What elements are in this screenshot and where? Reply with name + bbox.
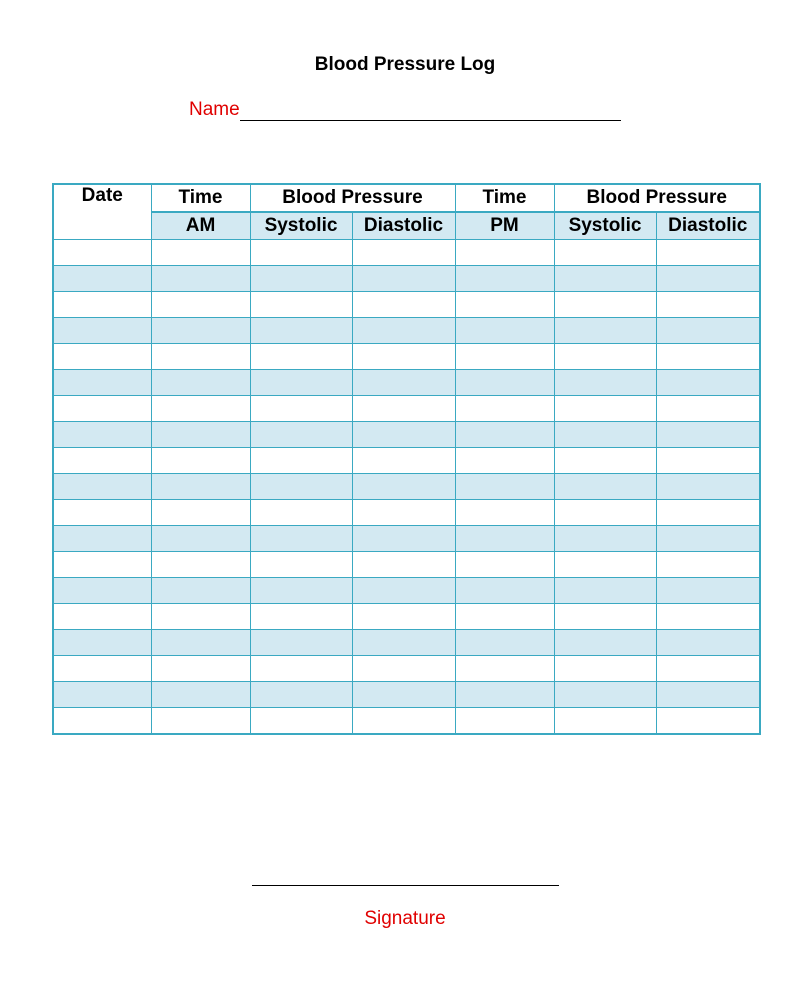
- cell-time-am[interactable]: [151, 240, 250, 266]
- cell-diastolic-am[interactable]: [352, 552, 455, 578]
- cell-systolic-am[interactable]: [250, 370, 352, 396]
- cell-systolic-pm[interactable]: [554, 240, 656, 266]
- table-row: [53, 708, 760, 735]
- cell-diastolic-am[interactable]: [352, 396, 455, 422]
- cell-systolic-am[interactable]: [250, 422, 352, 448]
- cell-diastolic-pm[interactable]: [656, 448, 760, 474]
- cell-date[interactable]: [53, 526, 151, 552]
- cell-diastolic-pm[interactable]: [656, 656, 760, 682]
- table-row: [53, 500, 760, 526]
- cell-diastolic-pm[interactable]: [656, 474, 760, 500]
- cell-diastolic-pm[interactable]: [656, 292, 760, 318]
- cell-time-pm[interactable]: [455, 552, 554, 578]
- cell-systolic-pm[interactable]: [554, 474, 656, 500]
- cell-time-pm[interactable]: [455, 422, 554, 448]
- cell-time-am[interactable]: [151, 552, 250, 578]
- cell-date[interactable]: [53, 396, 151, 422]
- cell-time-pm[interactable]: [455, 370, 554, 396]
- table-row: [53, 630, 760, 656]
- table-row: [53, 344, 760, 370]
- cell-systolic-pm[interactable]: [554, 708, 656, 735]
- cell-time-pm[interactable]: [455, 292, 554, 318]
- table-row: [53, 474, 760, 500]
- cell-time-am[interactable]: [151, 474, 250, 500]
- header-diastolic-pm: Diastolic: [656, 212, 760, 240]
- cell-systolic-pm[interactable]: [554, 344, 656, 370]
- table-row: [53, 266, 760, 292]
- cell-diastolic-am[interactable]: [352, 708, 455, 735]
- cell-diastolic-am[interactable]: [352, 422, 455, 448]
- cell-systolic-pm[interactable]: [554, 656, 656, 682]
- cell-time-am[interactable]: [151, 422, 250, 448]
- header-blood-pressure-am: Blood Pressure: [250, 184, 455, 212]
- cell-diastolic-am[interactable]: [352, 630, 455, 656]
- table-row: [53, 292, 760, 318]
- cell-time-am[interactable]: [151, 500, 250, 526]
- cell-time-am[interactable]: [151, 448, 250, 474]
- cell-time-pm[interactable]: [455, 396, 554, 422]
- cell-diastolic-pm[interactable]: [656, 396, 760, 422]
- cell-time-am[interactable]: [151, 526, 250, 552]
- cell-date[interactable]: [53, 318, 151, 344]
- table-row: [53, 578, 760, 604]
- cell-time-am[interactable]: [151, 630, 250, 656]
- cell-diastolic-am[interactable]: [352, 266, 455, 292]
- cell-date[interactable]: [53, 292, 151, 318]
- cell-time-pm[interactable]: [455, 604, 554, 630]
- cell-date[interactable]: [53, 630, 151, 656]
- table-row: [53, 604, 760, 630]
- cell-date[interactable]: [53, 240, 151, 266]
- log-table-body: [53, 240, 760, 735]
- cell-time-pm[interactable]: [455, 682, 554, 708]
- header-time-pm: Time: [455, 184, 554, 212]
- cell-diastolic-am[interactable]: [352, 500, 455, 526]
- header-time-am: Time: [151, 184, 250, 212]
- cell-time-pm[interactable]: [455, 708, 554, 735]
- cell-systolic-pm[interactable]: [554, 526, 656, 552]
- table-row: [53, 370, 760, 396]
- cell-time-am[interactable]: [151, 266, 250, 292]
- cell-diastolic-pm[interactable]: [656, 630, 760, 656]
- header-date: Date: [53, 184, 151, 240]
- header-row-main: [53, 184, 760, 212]
- cell-systolic-am[interactable]: [250, 578, 352, 604]
- cell-date[interactable]: [53, 474, 151, 500]
- cell-time-am[interactable]: [151, 656, 250, 682]
- cell-time-am[interactable]: [151, 292, 250, 318]
- cell-systolic-am[interactable]: [250, 292, 352, 318]
- cell-time-am[interactable]: [151, 682, 250, 708]
- cell-systolic-am[interactable]: [250, 708, 352, 735]
- header-diastolic-am: Diastolic: [352, 212, 455, 240]
- cell-time-am[interactable]: [151, 604, 250, 630]
- header-am: AM: [151, 212, 250, 240]
- cell-systolic-pm[interactable]: [554, 604, 656, 630]
- cell-date[interactable]: [53, 422, 151, 448]
- cell-diastolic-am[interactable]: [352, 604, 455, 630]
- table-row: [53, 682, 760, 708]
- cell-systolic-pm[interactable]: [554, 266, 656, 292]
- cell-systolic-am[interactable]: [250, 318, 352, 344]
- cell-systolic-pm[interactable]: [554, 448, 656, 474]
- cell-date[interactable]: [53, 682, 151, 708]
- cell-time-am[interactable]: [151, 396, 250, 422]
- cell-systolic-pm[interactable]: [554, 500, 656, 526]
- cell-systolic-pm[interactable]: [554, 552, 656, 578]
- blood-pressure-log-table: [52, 183, 761, 735]
- cell-diastolic-am[interactable]: [352, 318, 455, 344]
- cell-date[interactable]: [53, 500, 151, 526]
- cell-diastolic-pm[interactable]: [656, 682, 760, 708]
- cell-time-pm[interactable]: [455, 318, 554, 344]
- cell-systolic-am[interactable]: [250, 240, 352, 266]
- cell-systolic-am[interactable]: [250, 474, 352, 500]
- cell-time-am[interactable]: [151, 318, 250, 344]
- cell-systolic-pm[interactable]: [554, 318, 656, 344]
- header-pm: PM: [455, 212, 554, 240]
- cell-diastolic-pm[interactable]: [656, 526, 760, 552]
- cell-systolic-am[interactable]: [250, 526, 352, 552]
- cell-diastolic-pm[interactable]: [656, 578, 760, 604]
- cell-diastolic-pm[interactable]: [656, 708, 760, 735]
- cell-diastolic-pm[interactable]: [656, 604, 760, 630]
- cell-systolic-pm[interactable]: [554, 422, 656, 448]
- cell-time-pm[interactable]: [455, 500, 554, 526]
- name-field-row: [189, 97, 621, 121]
- cell-diastolic-pm[interactable]: [656, 370, 760, 396]
- table-row: [53, 318, 760, 344]
- cell-time-pm[interactable]: [455, 630, 554, 656]
- cell-systolic-am[interactable]: [250, 552, 352, 578]
- cell-diastolic-am[interactable]: [352, 474, 455, 500]
- table-row: [53, 240, 760, 266]
- cell-time-am[interactable]: [151, 344, 250, 370]
- signature-label: Signature: [364, 908, 446, 929]
- cell-systolic-pm[interactable]: [554, 630, 656, 656]
- cell-date[interactable]: [53, 448, 151, 474]
- cell-systolic-am[interactable]: [250, 630, 352, 656]
- cell-diastolic-pm[interactable]: [656, 240, 760, 266]
- name-label: Name: [189, 99, 240, 120]
- table-row: [53, 552, 760, 578]
- cell-date[interactable]: [53, 708, 151, 735]
- cell-time-pm[interactable]: [455, 656, 554, 682]
- header-systolic-pm: Systolic: [554, 212, 656, 240]
- cell-systolic-am[interactable]: [250, 656, 352, 682]
- cell-systolic-pm[interactable]: [554, 578, 656, 604]
- cell-diastolic-am[interactable]: [352, 682, 455, 708]
- cell-diastolic-am[interactable]: [352, 240, 455, 266]
- cell-date[interactable]: [53, 656, 151, 682]
- cell-time-pm[interactable]: [455, 240, 554, 266]
- cell-time-am[interactable]: [151, 708, 250, 735]
- name-blank-line[interactable]: [240, 100, 621, 121]
- table-row: [53, 396, 760, 422]
- cell-diastolic-pm[interactable]: [656, 344, 760, 370]
- cell-diastolic-pm[interactable]: [656, 500, 760, 526]
- cell-systolic-pm[interactable]: [554, 682, 656, 708]
- cell-systolic-am[interactable]: [250, 266, 352, 292]
- cell-date[interactable]: [53, 266, 151, 292]
- document-title: Blood Pressure Log: [314, 54, 496, 75]
- cell-systolic-am[interactable]: [250, 448, 352, 474]
- cell-systolic-am[interactable]: [250, 604, 352, 630]
- cell-time-am[interactable]: [151, 370, 250, 396]
- table-row: [53, 448, 760, 474]
- cell-diastolic-pm[interactable]: [656, 318, 760, 344]
- cell-diastolic-am[interactable]: [352, 448, 455, 474]
- cell-diastolic-am[interactable]: [352, 344, 455, 370]
- cell-systolic-pm[interactable]: [554, 370, 656, 396]
- cell-time-pm[interactable]: [455, 526, 554, 552]
- cell-time-pm[interactable]: [455, 578, 554, 604]
- cell-date[interactable]: [53, 578, 151, 604]
- cell-systolic-am[interactable]: [250, 396, 352, 422]
- cell-systolic-pm[interactable]: [554, 396, 656, 422]
- cell-diastolic-am[interactable]: [352, 370, 455, 396]
- signature-line[interactable]: [252, 885, 559, 886]
- table-row: [53, 422, 760, 448]
- table-row: [53, 656, 760, 682]
- cell-diastolic-am[interactable]: [352, 292, 455, 318]
- cell-diastolic-am[interactable]: [352, 578, 455, 604]
- cell-time-pm[interactable]: [455, 266, 554, 292]
- cell-diastolic-am[interactable]: [352, 526, 455, 552]
- cell-date[interactable]: [53, 370, 151, 396]
- cell-systolic-am[interactable]: [250, 500, 352, 526]
- cell-diastolic-pm[interactable]: [656, 266, 760, 292]
- cell-diastolic-pm[interactable]: [656, 552, 760, 578]
- cell-time-am[interactable]: [151, 578, 250, 604]
- cell-diastolic-pm[interactable]: [656, 422, 760, 448]
- cell-date[interactable]: [53, 344, 151, 370]
- header-row-sub: [53, 212, 760, 240]
- cell-time-pm[interactable]: [455, 474, 554, 500]
- cell-systolic-am[interactable]: [250, 344, 352, 370]
- cell-systolic-pm[interactable]: [554, 292, 656, 318]
- cell-date[interactable]: [53, 604, 151, 630]
- header-systolic-am: Systolic: [250, 212, 352, 240]
- cell-date[interactable]: [53, 552, 151, 578]
- cell-time-pm[interactable]: [455, 344, 554, 370]
- header-blood-pressure-pm: Blood Pressure: [554, 184, 760, 212]
- cell-diastolic-am[interactable]: [352, 656, 455, 682]
- table-row: [53, 526, 760, 552]
- cell-time-pm[interactable]: [455, 448, 554, 474]
- cell-systolic-am[interactable]: [250, 682, 352, 708]
